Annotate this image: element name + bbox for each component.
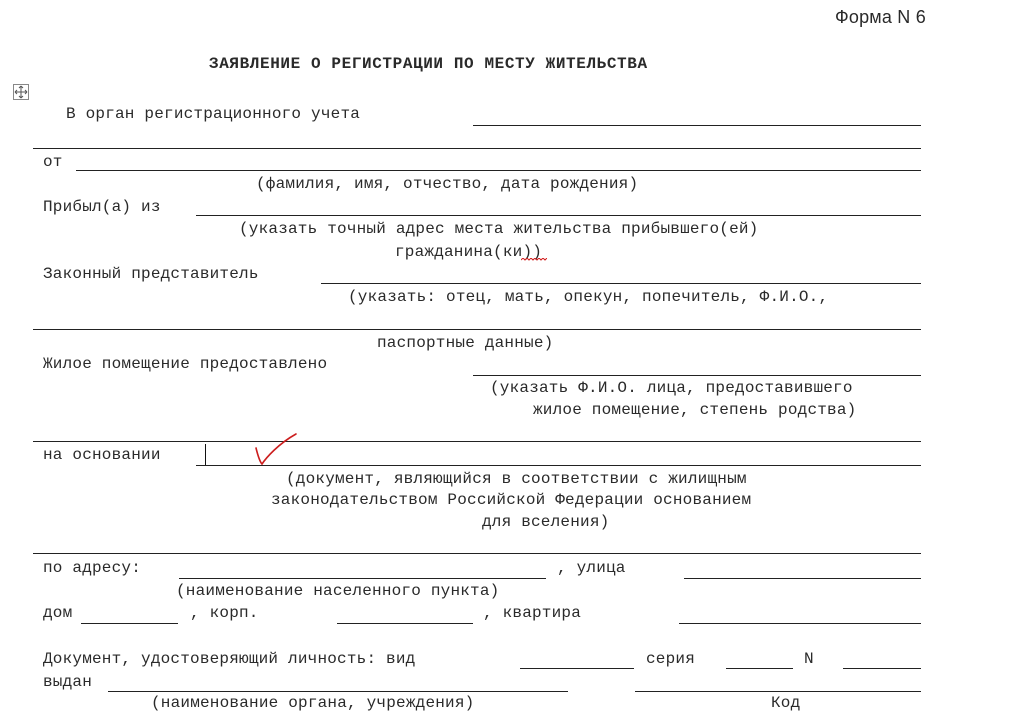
issuer-field[interactable] bbox=[108, 691, 568, 692]
street-label: , улица bbox=[557, 559, 626, 577]
premises-field-line2[interactable] bbox=[33, 441, 921, 442]
representative-hint-line2: паспортные данные) bbox=[377, 334, 554, 352]
building-field[interactable] bbox=[337, 623, 473, 624]
representative-hint-line1: (указать: отец, мать, опекун, попечитель, Ф.И.О., bbox=[348, 288, 829, 306]
premises-label: Жилое помещение предоставлено bbox=[43, 355, 328, 373]
apartment-field[interactable] bbox=[679, 623, 921, 624]
basis-field[interactable] bbox=[196, 465, 921, 466]
locality-hint: (наименование населенного пункта) bbox=[176, 582, 500, 600]
arrived-hint-line1: (указать точный адрес места жительства прибывшего(ей) bbox=[239, 220, 759, 238]
arrived-hint-pre: гражданина( bbox=[395, 243, 503, 261]
series-label: серия bbox=[646, 650, 696, 668]
representative-field[interactable] bbox=[321, 283, 921, 284]
code-field[interactable] bbox=[635, 691, 921, 692]
issued-label: выдан bbox=[43, 673, 93, 691]
number-label: N bbox=[804, 650, 814, 668]
text-cursor bbox=[205, 444, 206, 465]
spellcheck-word: ки bbox=[502, 243, 523, 261]
building-label: , корп. bbox=[190, 604, 259, 622]
move-arrows-icon bbox=[14, 85, 28, 99]
locality-field[interactable] bbox=[179, 578, 546, 579]
representative-label: Законный представитель bbox=[43, 265, 259, 283]
document-title: ЗАЯВЛЕНИЕ О РЕГИСТРАЦИИ ПО МЕСТУ ЖИТЕЛЬСТВА bbox=[209, 55, 648, 73]
arrived-hint-line2 bbox=[395, 242, 542, 262]
premises-field[interactable] bbox=[473, 375, 921, 376]
address-label: по адресу: bbox=[43, 559, 142, 577]
basis-label: на основании bbox=[43, 446, 161, 464]
registration-authority-label: В орган регистрационного учета bbox=[66, 105, 361, 123]
arrived-label: Прибыл(а) из bbox=[43, 198, 161, 216]
id-doc-label: Документ, удостоверяющий личность: вид bbox=[43, 650, 416, 668]
issuer-hint: (наименование органа, учреждения) bbox=[151, 694, 475, 712]
street-field[interactable] bbox=[684, 578, 921, 579]
separator-line bbox=[33, 148, 921, 149]
from-field[interactable] bbox=[76, 170, 921, 171]
house-label: дом bbox=[43, 604, 73, 622]
basis-hint-line3: для вселения) bbox=[482, 513, 610, 531]
number-field[interactable] bbox=[843, 668, 921, 669]
basis-field-line2[interactable] bbox=[33, 553, 921, 554]
basis-hint-line1: (документ, являющийся в соответствии с жилищным bbox=[286, 470, 747, 488]
code-label: Код bbox=[771, 694, 801, 712]
spellcheck-underline bbox=[521, 258, 547, 262]
id-doc-type-field[interactable] bbox=[520, 668, 634, 669]
premises-hint-line2: жилое помещение, степень родства) bbox=[533, 401, 857, 419]
representative-field-line2[interactable] bbox=[33, 329, 921, 330]
arrived-field[interactable] bbox=[196, 215, 921, 216]
checkmark-annotation bbox=[250, 430, 300, 470]
basis-hint-line2: законодательством Российской Федерации основанием bbox=[271, 491, 752, 509]
form-number: Форма N 6 bbox=[835, 7, 926, 27]
house-field[interactable] bbox=[81, 623, 178, 624]
registration-authority-field[interactable] bbox=[473, 125, 921, 126]
arrived-hint-post: )) bbox=[522, 243, 543, 261]
from-hint: (фамилия, имя, отчество, дата рождения) bbox=[256, 175, 639, 193]
series-field[interactable] bbox=[726, 668, 793, 669]
table-move-handle[interactable] bbox=[13, 84, 29, 100]
premises-hint-line1: (указать Ф.И.О. лица, предоставившего bbox=[490, 379, 853, 397]
from-label: от bbox=[43, 153, 63, 171]
apartment-label: , квартира bbox=[483, 604, 582, 622]
